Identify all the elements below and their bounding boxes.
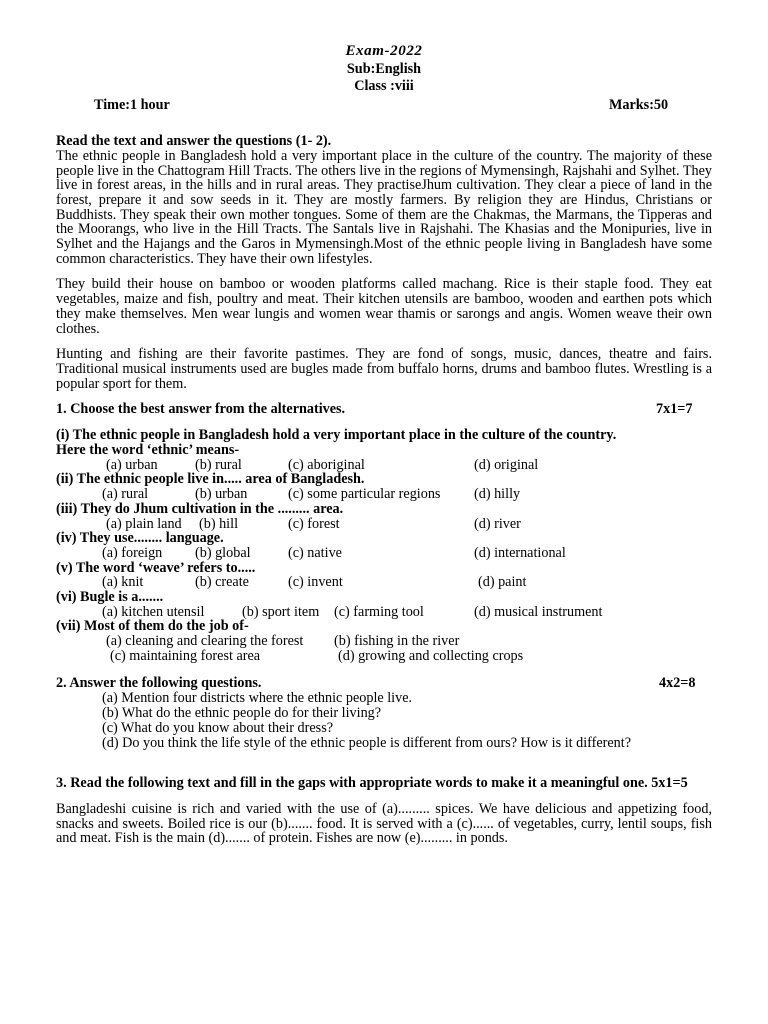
q2-item: (a) Mention four districts where the ethnic people live. (102, 690, 413, 707)
option-d: (d) musical instrument (474, 603, 603, 620)
option-c: (c) native (288, 544, 342, 561)
time-label: Time:1 hour (94, 97, 170, 114)
q3-text: Bangladeshi cuisine is rich and varied with the use of (a)......... spices. We have delicious and appetizing food, snacks and sweets. Boiled rice is our (b)....... food. It is served with a (c)...... of vegetables, curry, lentil soups, fish and meat. Fish is the main (d)....... of protein. Fishes are now (e)......... in ponds. (56, 801, 712, 847)
option-a: (a) knit (102, 574, 144, 591)
class-line: Class :viii (354, 78, 414, 95)
q1-item-1 (56, 428, 712, 472)
q1-title: 1. Choose the best answer from the alternatives. (56, 401, 346, 418)
q2-item: (b) What do the ethnic people do for their living? (102, 705, 382, 722)
option-d: (d) hilly (474, 486, 521, 503)
q2-heading (56, 676, 712, 691)
q1-item-stem: (vi) Bugle is a....... (56, 589, 164, 606)
option-a: (a) kitchen utensil (102, 603, 205, 620)
q1-item-options (56, 605, 712, 620)
q1-item-5 (56, 561, 712, 590)
exam-title: Exam-2022 (345, 43, 423, 59)
q2-item: (c) What do you know about their dress? (102, 719, 334, 736)
q1-item-7 (56, 619, 712, 663)
option-c: (c) invent (288, 574, 343, 591)
option-c: (c) aboriginal (288, 456, 365, 473)
q1-item-options (56, 458, 712, 473)
option-b: (b) fishing in the river (334, 633, 460, 650)
option-a: (a) urban (106, 456, 158, 473)
q1-item-stem-cont: Here the word ‘ethnic’ means- (56, 442, 240, 459)
q1-item-stem: (v) The word ‘weave’ refers to..... (56, 559, 256, 576)
option-a: (a) cleaning and clearing the forest (106, 633, 304, 650)
option-d: (d) growing and collecting crops (338, 647, 524, 664)
q1-item-4 (56, 531, 712, 560)
option-c: (c) farming tool (334, 603, 424, 620)
option-c: (c) maintaining forest area (110, 647, 261, 664)
option-d: (d) original (474, 456, 539, 473)
q1-item-options (56, 517, 712, 532)
q1-heading (56, 402, 712, 417)
subject-line: Sub:English (346, 60, 422, 77)
option-b: (b) urban (195, 486, 248, 503)
option-a: (a) rural (102, 486, 149, 503)
q1-item-6 (56, 590, 712, 619)
q1-item-options (56, 634, 712, 649)
option-a: (a) plain land (106, 515, 182, 532)
option-b: (b) rural (195, 456, 242, 473)
q2-marks: 4x2=8 (659, 675, 696, 692)
option-c: (c) some particular regions (288, 486, 441, 503)
q2-item: (d) Do you think the life style of the ethnic people is different from ours? How is it different? (102, 734, 632, 751)
passage-paragraph-1: The ethnic people in Bangladesh hold a very important place in the culture of the country. The majority of these people live in the Chattogram Hill Tracts. The others live in the regions of Mymensingh, Rajshahi and Sylhet. They live in forest areas, in the hills and in rural areas. They practiseJhum cultivation. They clear a piece of land in the forest, prepare it and sow seeds in it. They are mostly farmers. By religion they are Hindus, Christians or Buddhists. They speak their own mother tongues. Some of them are the Chakmas, the Marmans, the Tipperas and the Moorangs, who live in the Hill Tracts. The Santals live in Rajshahi. The Khasias and the Monipuries, live in Sylhet and the Hajangs and the Garos in Mymensingh.Most of the ethnic people living in Bangladesh have some common characteristics. They have their own lifestyles. (56, 147, 712, 267)
option-a: (a) foreign (102, 544, 163, 561)
exam-page (56, 44, 712, 846)
q2-title: 2. Answer the following questions. (56, 675, 262, 692)
option-b: (b) sport item (242, 603, 320, 620)
q1-item-stem: (ii) The ethnic people live in..... area of Bangladesh. (56, 471, 365, 488)
option-d: (d) international (474, 544, 566, 561)
q1-item-options-row2 (56, 649, 712, 664)
q1-item-3 (56, 502, 712, 531)
option-b: (b) hill (199, 515, 239, 532)
option-d: (d) river (474, 515, 521, 532)
q1-marks: 7x1=7 (656, 401, 693, 418)
q1-item-2 (56, 472, 712, 501)
q3-title: 3. Read the following text and fill in the gaps with appropriate words to make it a meaningful one. 5x1=5 (56, 775, 688, 792)
q2-list (56, 691, 712, 750)
option-b: (b) create (195, 574, 249, 591)
q1-item-options (56, 487, 712, 502)
q1-item-options (56, 575, 712, 590)
q1-item-stem: (iv) They use........ language. (56, 530, 224, 547)
passage-paragraph-3: Hunting and fishing are their favorite pastimes. They are fond of songs, music, dances, theatre and fairs. Traditional musical instruments used are bugles made from buffalo horns, drums and bamboo flutes. Wrestling is a popular sport for them. (56, 346, 712, 392)
q1-item-stem: (vii) Most of them do the job of- (56, 618, 249, 635)
q1-item-stem: (i) The ethnic people in Bangladesh hold a very important place in the culture of the country. (56, 427, 617, 444)
time-marks-row (56, 98, 712, 114)
marks-label: Marks:50 (609, 97, 669, 114)
option-d: (d) paint (478, 574, 527, 591)
passage-instruction: Read the text and answer the questions (1- 2). (56, 133, 332, 150)
option-b: (b) global (195, 544, 251, 561)
q1-item-stem: (iii) They do Jhum cultivation in the ......... area. (56, 500, 344, 517)
passage-paragraph-2: They build their house on bamboo or wooden platforms called machang. Rice is their staple food. They eat vegetables, maize and fish, poultry and meat. Their kitchen utensils are bamboo, wooden and earthen pots which they make themselves. Men wear lungis and women wear thamis or sarongs and angis. Women weave their own clothes. (56, 276, 712, 337)
q1-item-options (56, 546, 712, 561)
option-c: (c) forest (288, 515, 340, 532)
